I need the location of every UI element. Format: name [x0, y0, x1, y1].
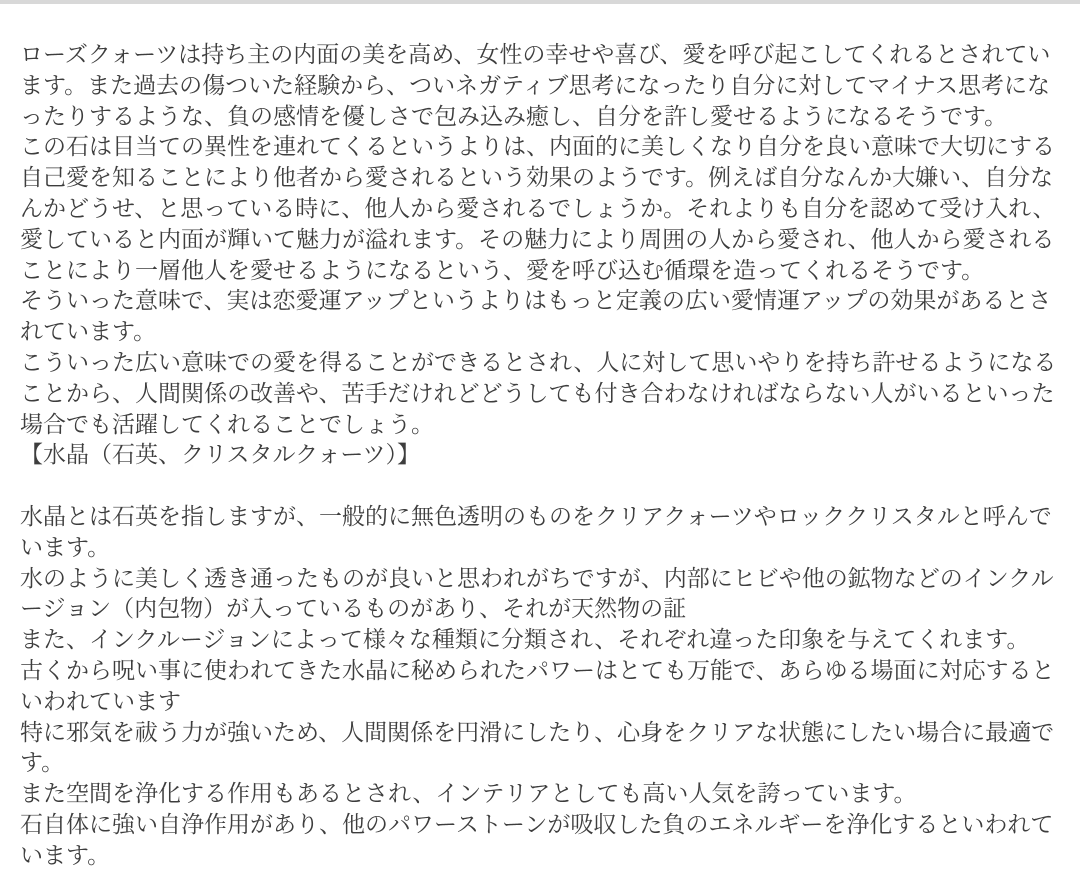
text-line: いわれています	[20, 688, 181, 715]
section-heading: 【水晶（石英、クリスタルクォーツ）】	[20, 442, 420, 469]
text-line: ことにより一層他人を愛せるようになるという、愛を呼び込む循環を造ってくれるそうです。	[20, 257, 985, 284]
text-line: ージョン（内包物）が入っているものがあり、それが天然物の証	[20, 596, 687, 623]
text-line: ことから、人間関係の改善や、苦手だけれどどうしても付き合わなければならない人がいるといった	[20, 380, 1055, 407]
text-line: ローズクォーツは持ち主の内面の美を高め、女性の幸せや喜び、愛を呼び起こしてくれるとされてい	[20, 42, 1051, 68]
text-line: こういった広い意味での愛を得ることができるとされ、人に対して思いやりを持ち許せるようになる	[20, 349, 1057, 376]
text-line: んかどうせ、と思っている時に、他人から愛されるでしょうか。それよりも自分を認めて受け入れ、	[20, 195, 1056, 222]
text-line: れています。	[20, 319, 157, 346]
text-line: この石は目当ての異性を連れてくるというよりは、内面的に美しくなり自分を良い意味で大切にする	[20, 134, 1055, 161]
text-line: 特に邪気を祓う力が強いため、人間関係を円滑にしたり、心身をクリアな状態にしたい場合に最適で	[20, 719, 1055, 746]
text-line: す。	[20, 750, 65, 777]
text-line: 石自体に強い自浄作用があり、他のパワーストーンが吸収した負のエネルギーを浄化するといわれて	[20, 811, 1054, 838]
text-line: います。	[20, 534, 111, 561]
text-line: また、インクルージョンによって様々な種類に分類され、それぞれ違った印象を与えてくれます。	[20, 627, 1030, 654]
text-line: また空間を浄化する作用もあるとされ、インテリアとしても高い人気を誇っています。	[20, 781, 917, 808]
document-body	[20, 40, 1065, 872]
text-line: ったりするような、負の感情を優しさで包み込み癒し、自分を許し愛せるようになるそうです。	[20, 103, 1008, 130]
text-line: そういった意味で、実は恋愛運アップというよりはもっと定義の広い愛情運アップの効果があるとさ	[20, 288, 1052, 315]
text-line: 水のように美しく透き通ったものが良いと思われがちですが、内部にヒビや他の鉱物などのインクル	[20, 565, 1054, 592]
text-line: ます。また過去の傷ついた経験から、ついネガティブ思考になったり自分に対してマイナス思考にな	[20, 72, 1050, 99]
text-line: 愛していると内面が輝いて魅力が溢れます。その魅力により周囲の人から愛され、他人から愛される	[20, 226, 1055, 253]
text-line: 水晶とは石英を指しますが、一般的に無色透明のものをクリアクォーツやロッククリスタルと呼んで	[20, 503, 1052, 530]
text-line: 場合でも活躍してくれることでしょう。	[20, 411, 434, 438]
blank-line	[20, 471, 1065, 502]
text-line: 自己愛を知ることにより他者から愛されるという効果のようです。例えば自分なんか大嫌い、自分な	[20, 165, 1054, 192]
top-divider	[0, 0, 1080, 4]
text-line: います。	[20, 842, 111, 869]
text-line: 古くから呪い事に使われてきた水晶に秘められたパワーはとても万能で、あらゆる場面に対応すると	[20, 657, 1055, 684]
